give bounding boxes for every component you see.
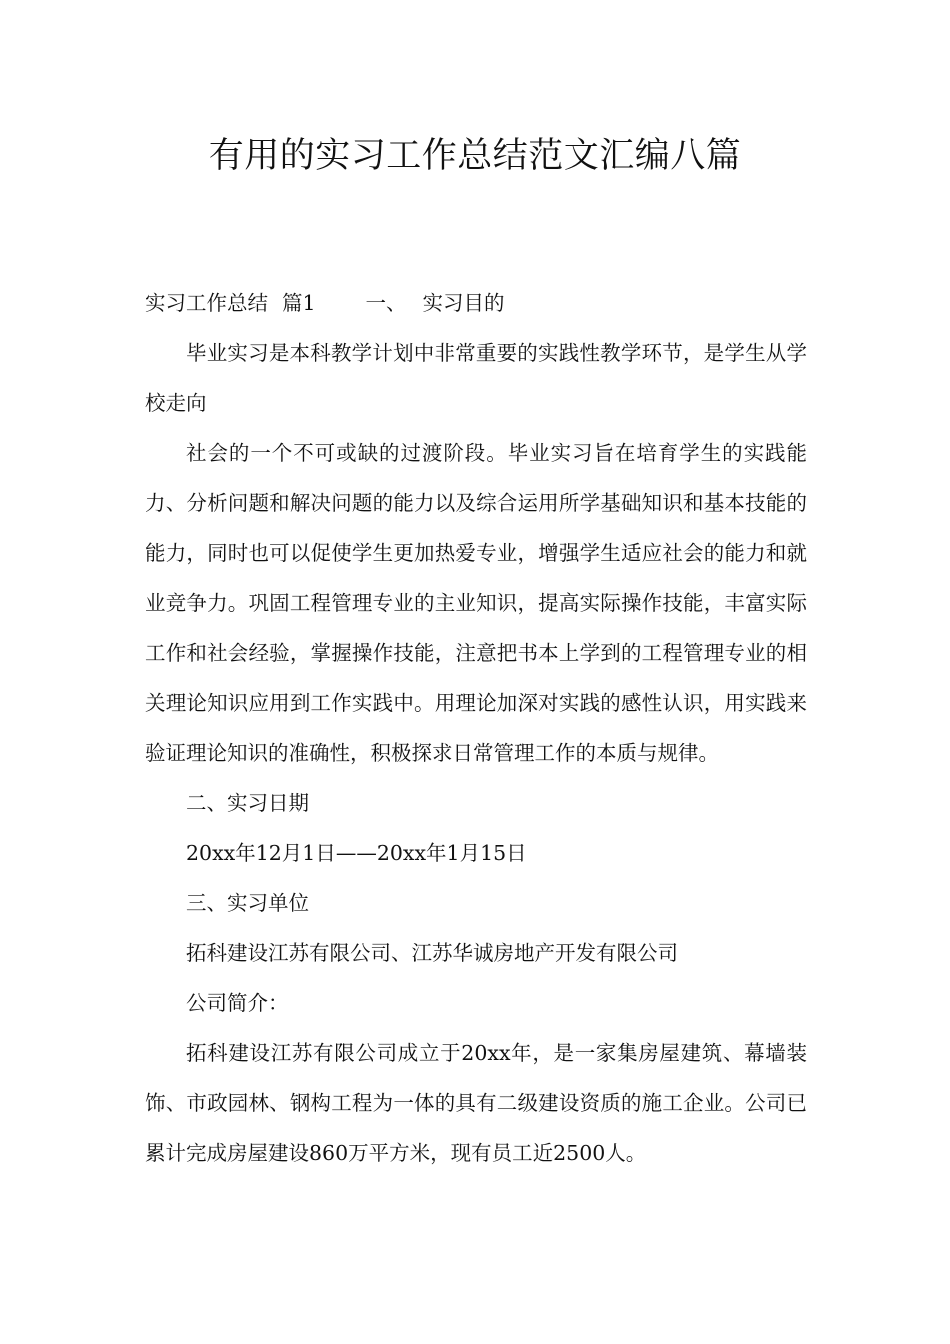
section-number: 一、 <box>365 291 407 315</box>
section-title: 实习目的 <box>422 291 505 315</box>
document-body <box>145 278 807 1178</box>
paragraph: 拓科建设江苏有限公司成立于20xx年，是一家集房屋建筑、幕墙装饰、市政园林、钢构工程为一体的具有二级建设资质的施工企业。公司已累计完成房屋建设860万平方米，现有员工近2500人。 <box>145 1041 807 1165</box>
section-heading-line <box>145 278 807 328</box>
paragraph: 拓科建设江苏有限公司、江苏华诚房地产开发有限公司 <box>186 941 678 965</box>
paragraph: 20xx年12月1日——20xx年1月15日 <box>186 841 527 865</box>
summary-label: 实习工作总结 <box>145 291 268 315</box>
section-heading: 三、实习单位 <box>186 891 309 915</box>
section-heading: 二、实习日期 <box>186 791 309 815</box>
piece-number: 篇1 <box>282 291 316 315</box>
document-title: 有用的实习工作总结范文汇编八篇 <box>208 136 742 176</box>
paragraph: 公司简介： <box>186 991 289 1015</box>
paragraph: 社会的一个不可或缺的过渡阶段。毕业实习旨在培育学生的实践能力、分析问题和解决问题的能力以及综合运用所学基础知识和基本技能的能力，同时也可以促使学生更加热爱专业，增强学生适应社会的能力和就业竞争力。巩固工程管理专业的主业知识，提高实际操作技能，丰富实际工作和社会经验，掌握操作技能，注意把书本上学到的工程管理专业的相关理论知识应用到工作实践中。用理论加深对实践的感性认识，用实践来验证理论知识的准确性，积极探求日常管理工作的本质与规律。 <box>145 441 807 765</box>
paragraph: 毕业实习是本科教学计划中非常重要的实践性教学环节，是学生从学校走向 <box>145 341 807 415</box>
